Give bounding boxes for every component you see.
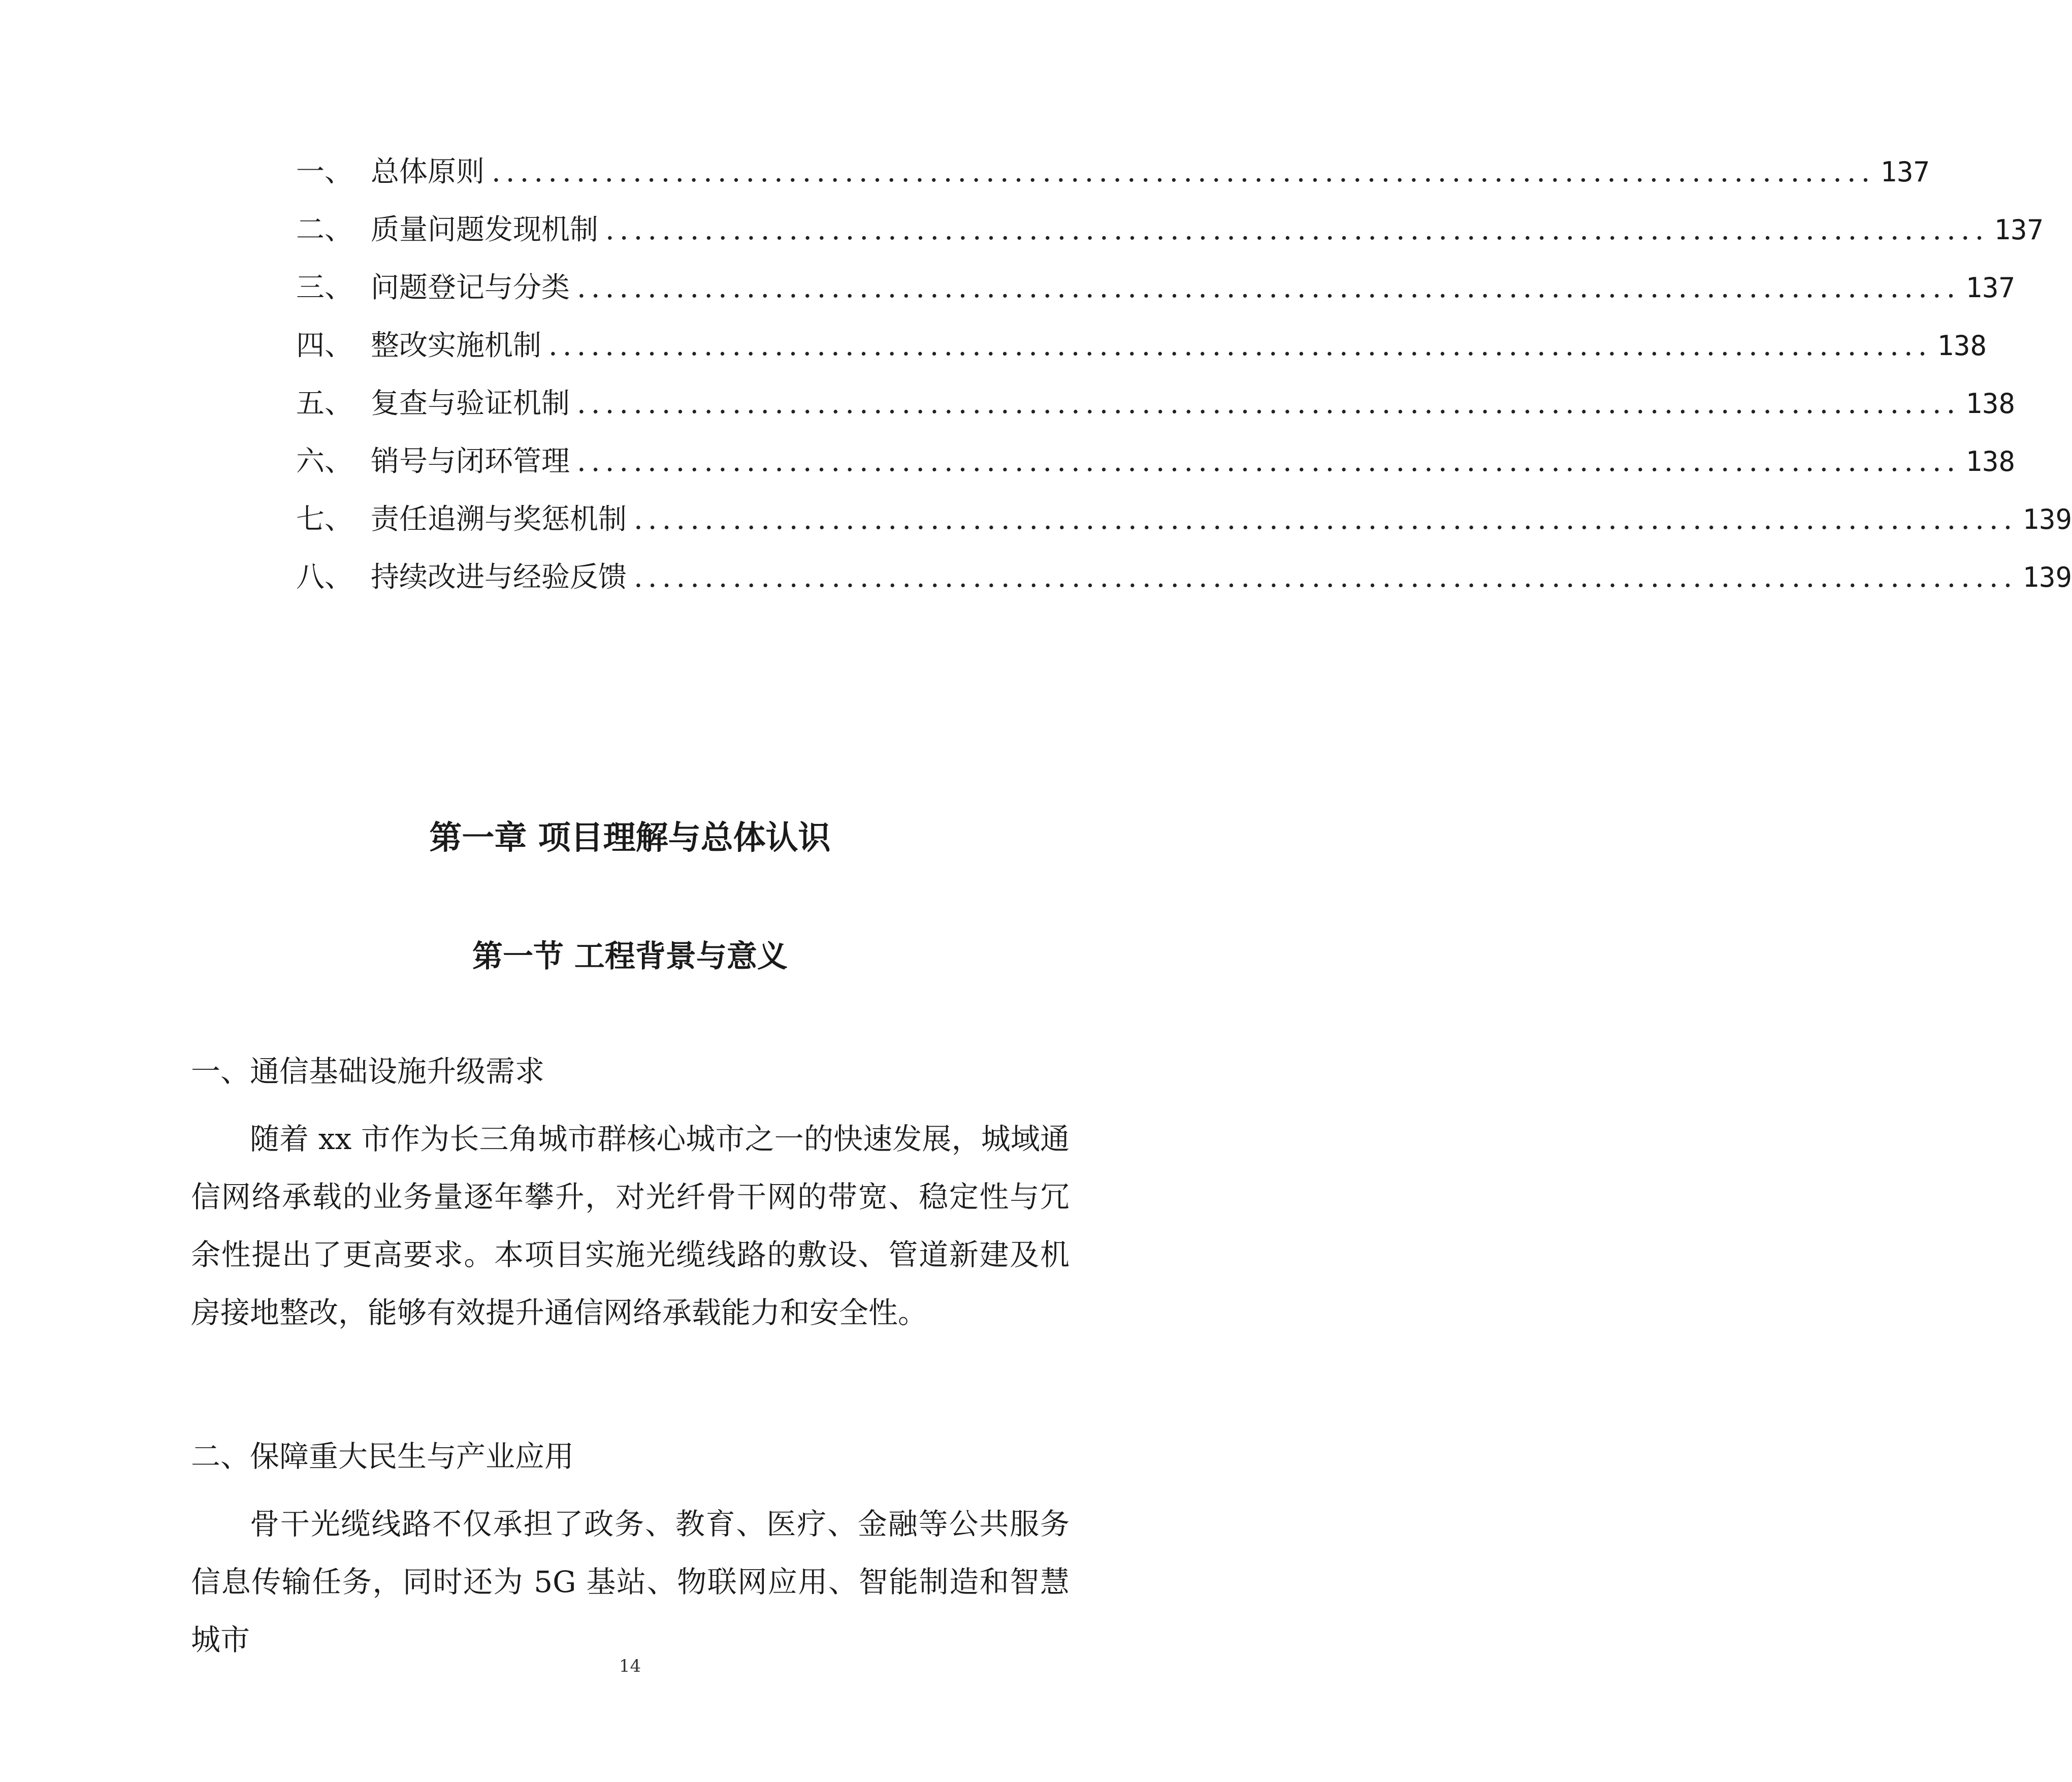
toc-entry[interactable]	[296, 433, 2016, 491]
toc-entry[interactable]	[296, 549, 2072, 607]
toc-entry-number: 七、	[296, 503, 353, 536]
toc-entry[interactable]	[296, 491, 2072, 549]
toc-entry-page: 137	[1994, 214, 2044, 246]
toc-entry-page: 138	[1965, 446, 2016, 478]
toc-entry-page: 139	[2022, 561, 2072, 593]
toc-entry-title: 整改实施机制	[371, 329, 541, 362]
toc-dot-leader: ..................................................................................................	[548, 329, 1932, 362]
toc-entry-title: 持续改进与经验反馈	[371, 561, 627, 594]
toc-dot-leader: ..................................................................................................	[634, 561, 2018, 594]
table-of-contents	[296, 143, 2072, 607]
body-paragraph: 随着 xx 市作为长三角城市群核心城市之一的快速发展，城域通信网络承载的业务量逐年攀升，对光纤骨干网的带宽、稳定性与冗余性提出了更高要求。本项目实施光缆线路的敷设、管道新建及机房接地整改，能够有效提升通信网络承载能力和安全性。	[191, 1122, 1070, 1330]
toc-entry[interactable]	[296, 375, 2016, 433]
toc-entry-number: 四、	[296, 329, 353, 362]
toc-entry-page: 138	[1965, 388, 2016, 420]
toc-entry-title: 问题登记与分类	[371, 271, 570, 304]
toc-entry-number: 三、	[296, 271, 353, 304]
toc-entry[interactable]	[296, 143, 1930, 201]
toc-entry-page: 139	[2022, 503, 2072, 535]
toc-entry-number: 二、	[296, 213, 353, 246]
toc-dot-leader: ..................................................................................................	[577, 445, 1961, 478]
page-number: 14	[619, 1656, 641, 1676]
toc-entry-title: 质量问题发现机制	[371, 213, 598, 246]
section-title: 第一节 工程背景与意义	[472, 939, 788, 974]
subsection-heading: 二、保障重大民生与产业应用	[191, 1439, 574, 1474]
toc-entry-page: 137	[1880, 156, 1930, 188]
toc-entry[interactable]	[296, 259, 2016, 317]
toc-dot-leader: ..................................................................................................	[577, 271, 1961, 304]
toc-entry-number: 五、	[296, 387, 353, 420]
body-paragraph: 骨干光缆线路不仅承担了政务、教育、医疗、金融等公共服务信息传输任务，同时还为 5G 基站、物联网应用、智能制造和智慧城市	[191, 1507, 1070, 1657]
toc-dot-leader: ..................................................................................................	[577, 387, 1961, 420]
toc-dot-leader: ..................................................................................................	[634, 503, 2018, 536]
toc-entry-number: 六、	[296, 445, 353, 478]
toc-dot-leader: ..................................................................................................	[492, 155, 1875, 188]
toc-entry-title: 总体原则	[371, 155, 484, 188]
toc-entry-number: 八、	[296, 561, 353, 594]
toc-entry[interactable]	[296, 317, 1987, 375]
toc-entry-page: 138	[1937, 330, 1987, 362]
subsection-heading: 一、通信基础设施升级需求	[191, 1054, 545, 1089]
toc-entry-number: 一、	[296, 155, 353, 188]
toc-entry-title: 责任追溯与奖惩机制	[371, 503, 627, 536]
toc-entry[interactable]	[296, 201, 2044, 259]
toc-entry-title: 复查与验证机制	[371, 387, 570, 420]
toc-entry-title: 销号与闭环管理	[371, 445, 570, 478]
chapter-title: 第一章 项目理解与总体认识	[429, 819, 831, 857]
toc-dot-leader: ..................................................................................................	[605, 213, 1989, 246]
toc-entry-page: 137	[1965, 272, 2016, 304]
